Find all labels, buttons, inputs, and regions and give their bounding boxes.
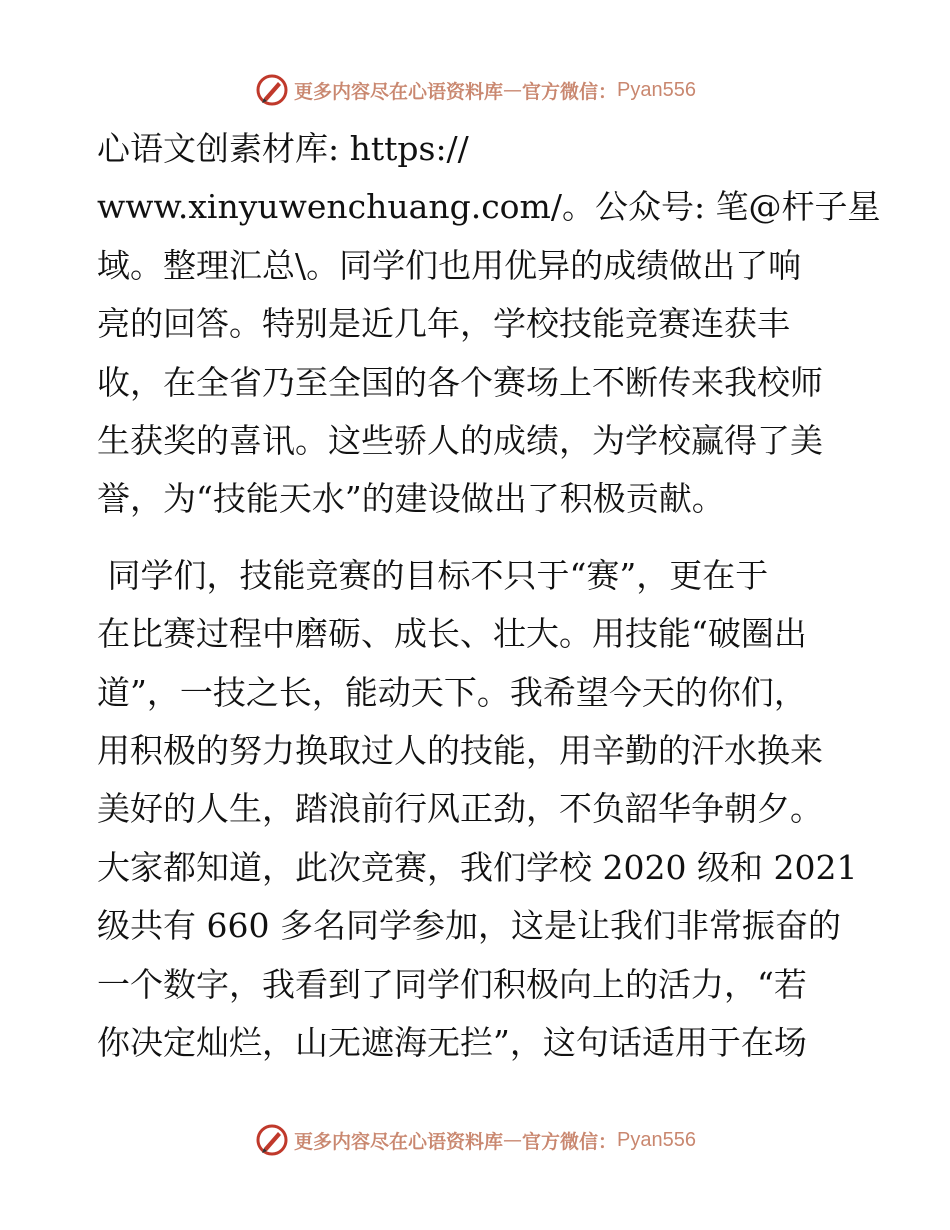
text-line: 同学们，技能竞赛的目标不只于“赛”，更在于 xyxy=(97,555,769,595)
text-line: 级共有 660 多名同学参加，这是让我们非常振奋的 xyxy=(97,906,841,946)
footer-banner xyxy=(0,1120,950,1160)
header-banner xyxy=(0,70,950,110)
text-line: 美好的人生，踏浪前行风正劲，不负韶华争朝夕。 xyxy=(97,789,823,829)
logo-icon xyxy=(254,72,290,108)
banner-dash: — xyxy=(503,79,523,101)
text-line: 大家都知道，此次竞赛，我们学校 2020 级和 2021 xyxy=(97,847,858,887)
text-line: 誉，为“技能天水”的建设做出了积极贡献。 xyxy=(97,479,725,519)
text-line: 你决定灿烂，山无遮海无拦”，这句话适用于在场 xyxy=(97,1023,807,1063)
banner-wechat-id: Pyan556 xyxy=(617,78,696,101)
banner-wechat-id: Pyan556 xyxy=(617,1128,696,1151)
paragraph-1 xyxy=(97,120,881,529)
text-line: 心语文创素材库: https:// xyxy=(97,129,469,168)
banner-dash: — xyxy=(503,1129,523,1151)
text-line: www.xinyuwenchuang.com/。公众号: 笔@杆子星 xyxy=(97,187,881,227)
document-body xyxy=(97,120,881,1073)
text-line: 用积极的努力换取过人的技能，用辛勤的汗水换来 xyxy=(97,731,823,771)
text-line: 亮的回答。特别是近几年，学校技能竞赛连获丰 xyxy=(97,304,790,344)
text-line: 一个数字，我看到了同学们积极向上的活力，“若 xyxy=(97,964,807,1004)
text-line: 域。整理汇总\。同学们也用优异的成绩做出了响 xyxy=(97,245,802,285)
paragraph-2 xyxy=(97,547,857,1073)
banner-brand: 更多内容尽在心语资料库 xyxy=(294,1130,504,1153)
banner-official-label: 官方微信： xyxy=(522,1130,618,1153)
logo-icon xyxy=(254,1122,290,1158)
banner-official-label: 官方微信： xyxy=(522,80,618,103)
text-line: 在比赛过程中磨砺、成长、壮大。用技能“破圈出 xyxy=(97,614,807,654)
text-line: 生获奖的喜讯。这些骄人的成绩，为学校赢得了美 xyxy=(97,421,823,461)
banner-brand: 更多内容尽在心语资料库 xyxy=(294,80,504,103)
text-line: 道”，一技之长，能动天下。我希望今天的你们， xyxy=(97,672,807,712)
text-line: 收，在全省乃至全国的各个赛场上不断传来我校师 xyxy=(97,362,823,402)
